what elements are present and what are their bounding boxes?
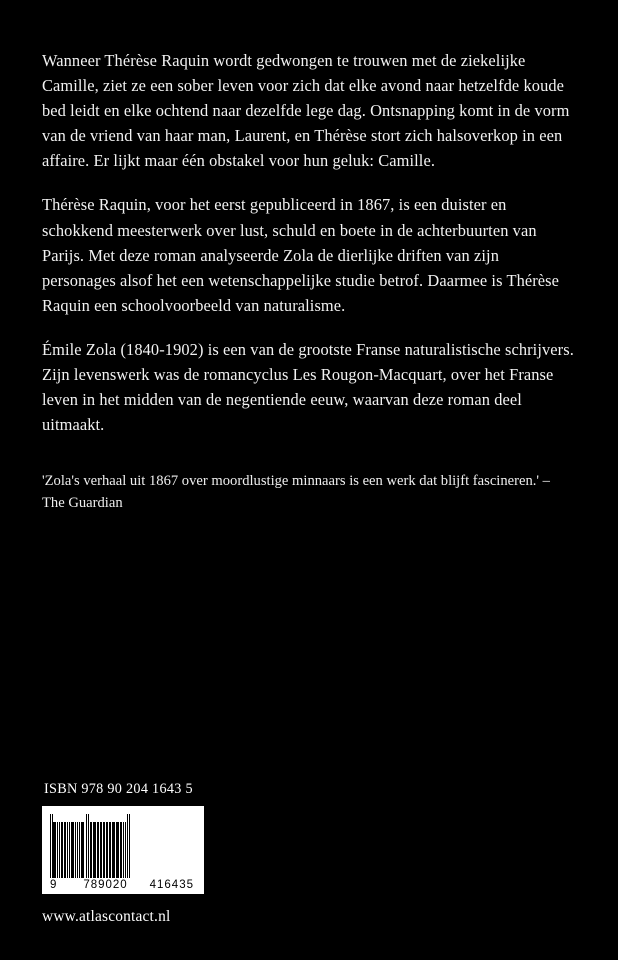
review-quote: 'Zola's verhaal uit 1867 over moordlustige minnaars is een werk dat blijft fascineren.' – The Guardian [42, 473, 550, 512]
barcode-lead-digit: 9 [50, 879, 58, 891]
cover-footer [42, 781, 462, 926]
barcode-bars [50, 814, 196, 878]
barcode-group-1: 789020 [83, 879, 128, 891]
barcode-group-2: 416435 [149, 879, 194, 891]
barcode-digits [50, 878, 196, 891]
isbn-text: ISBN 978 90 204 1643 5 [44, 781, 193, 797]
publisher-website: www.atlascontact.nl [42, 908, 171, 925]
blurb-paragraph-1: Wanneer Thérèse Raquin wordt gedwongen te trouwen met de ziekelijke Camille, ziet ze een sober leven voor zich dat elke avond naar hetzelfde koude bed leidt en elke ochtend naar dezelfde lege dag. Ontsnapping komt in de vorm van de vriend van haar man, Laurent, en Thérèse stort zich halsoverkop in een affaire. Er lijkt maar één obstakel voor hun geluk: Camille. [42, 51, 570, 171]
blurb-paragraph-3: Émile Zola (1840-1902) is een van de grootste Franse naturalistische schrijvers. Zijn levenswerk was de romancyclus Les Rougon-Macquart, over het Franse leven in het midden van de negentiende eeuw, waarvan deze roman deel uitmaakt. [42, 339, 574, 435]
barcode [42, 806, 204, 894]
blurb-paragraph-2: Thérèse Raquin, voor het eerst gepubliceerd in 1867, is een duister en schokkend meesterwerk over lust, schuld en boete in de achterbuurten van Parijs. Met deze roman analyseerde Zola de dierlijke driften van zijn personages alsof het een wetenschappelijke studie betrof. Daarmee is Thérèse Raquin een schoolvoorbeeld van naturalisme. [42, 195, 560, 315]
